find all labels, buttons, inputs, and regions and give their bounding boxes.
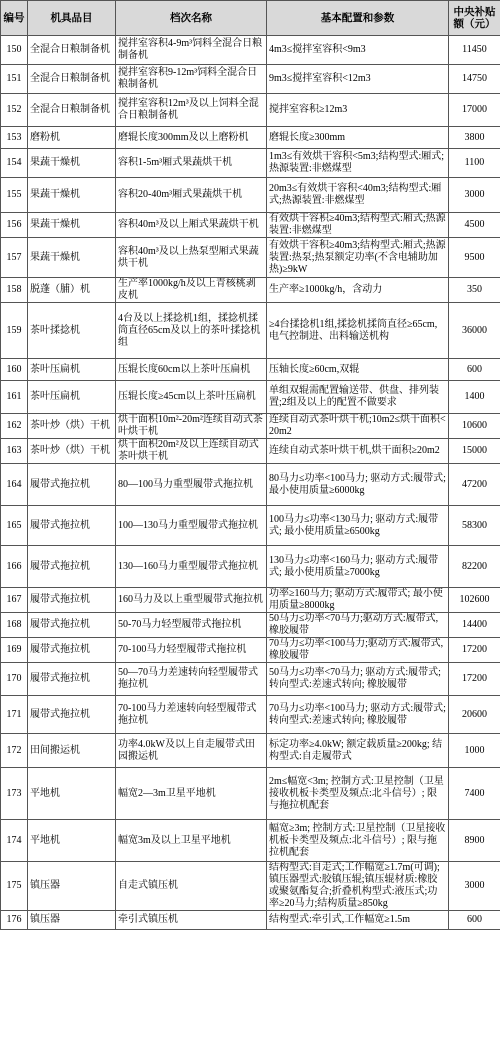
row-number: 156 [1,213,28,238]
row-spec: 20m3≤有效烘干容积<40m3;结构型式:厢式;热源装置:非燃煤型 [267,178,449,213]
row-item: 全混合日粮制备机 [28,94,116,127]
row-grade: 功率4.0kW及以上自走履带式田园搬运机 [116,734,267,768]
table-row [1,911,500,930]
row-grade: 70-100马力差速转向轻型履带式拖拉机 [116,696,267,734]
row-subsidy: 350 [449,278,500,303]
table-row [1,213,500,238]
table-row [1,696,500,734]
row-grade: 160马力及以上重型履带式拖拉机 [116,588,267,613]
row-subsidy: 600 [449,911,500,930]
row-spec: 连续自动式茶叶烘干机;10m2≤烘干面积<20m2 [267,414,449,439]
row-number: 172 [1,734,28,768]
row-spec: 70马力≤功率<100马力; 驱动方式:履带式; 转向型式:差速式转向; 橡胶履带 [267,696,449,734]
row-number: 164 [1,464,28,506]
row-item: 履带式拖拉机 [28,663,116,696]
row-item: 平地机 [28,768,116,820]
row-item: 平地机 [28,820,116,862]
row-grade: 容积40m³及以上厢式果蔬烘干机 [116,213,267,238]
row-item: 磨粉机 [28,127,116,149]
row-subsidy: 10600 [449,414,500,439]
table-row [1,546,500,588]
row-number: 155 [1,178,28,213]
table-row [1,65,500,94]
row-grade: 烘干面积10m²-20m²连续自动式茶叶烘干机 [116,414,267,439]
row-number: 159 [1,303,28,359]
row-item: 履带式拖拉机 [28,613,116,638]
row-item: 果蔬干燥机 [28,178,116,213]
row-number: 169 [1,638,28,663]
table-row [1,506,500,546]
table-row [1,303,500,359]
row-subsidy: 1400 [449,381,500,414]
row-spec: 结构型式:自走式;工作幅宽≥1.7m(可调);镇压器型式:胶镇压辊;镇压辊材质:橡胶或聚氨酯复合;折叠机构型式:液压式;功率≥20马力;结构质量≥850kg [267,862,449,911]
row-grade: 牵引式镇压机 [116,911,267,930]
table-row [1,663,500,696]
row-item: 全混合日粮制备机 [28,36,116,65]
table-row [1,820,500,862]
row-item: 履带式拖拉机 [28,506,116,546]
row-spec: 9m3≤搅拌室容积<12m3 [267,65,449,94]
row-item: 镇压器 [28,862,116,911]
table-row [1,127,500,149]
row-subsidy: 3800 [449,127,500,149]
row-grade: 70-100马力轻型履带式拖拉机 [116,638,267,663]
row-number: 153 [1,127,28,149]
row-number: 158 [1,278,28,303]
row-subsidy: 36000 [449,303,500,359]
row-subsidy: 3000 [449,178,500,213]
row-grade: 4台及以上揉捻机1组，揉捻机揉筒直径65cm及以上的茶叶揉捻机组 [116,303,267,359]
row-grade: 100—130马力重型履带式拖拉机 [116,506,267,546]
row-subsidy: 7400 [449,768,500,820]
row-number: 176 [1,911,28,930]
table-row [1,238,500,278]
row-grade: 容积20-40m³厢式果蔬烘干机 [116,178,267,213]
row-grade: 幅宽2—3m卫星平地机 [116,768,267,820]
table-row [1,638,500,663]
row-spec: 压轴长度≥60cm,双辊 [267,359,449,381]
row-grade: 烘干面积20m²及以上连续自动式茶叶烘干机 [116,439,267,464]
row-number: 161 [1,381,28,414]
table-row [1,734,500,768]
table-row [1,178,500,213]
row-spec: 搅拌室容积≥12m3 [267,94,449,127]
row-number: 160 [1,359,28,381]
row-spec: 100马力≤功率<130马力; 驱动方式:履带式; 最小使用质量≥6500kg [267,506,449,546]
row-subsidy: 8900 [449,820,500,862]
row-number: 163 [1,439,28,464]
row-number: 173 [1,768,28,820]
row-subsidy: 11450 [449,36,500,65]
row-spec: 生产率≥1000kg/h，含动力 [267,278,449,303]
row-subsidy: 14750 [449,65,500,94]
table-row [1,588,500,613]
row-grade: 搅拌室容积12m³及以上饲料全混合日粮制备机 [116,94,267,127]
row-subsidy: 3000 [449,862,500,911]
table-header-row [1,1,500,36]
row-number: 166 [1,546,28,588]
row-subsidy: 17000 [449,94,500,127]
row-subsidy: 17200 [449,663,500,696]
row-subsidy: 1000 [449,734,500,768]
row-subsidy: 58300 [449,506,500,546]
row-grade: 生产率1000kg/h及以上青核桃剥皮机 [116,278,267,303]
row-item: 茶叶压扁机 [28,359,116,381]
row-grade: 磨辊长度300mm及以上磨粉机 [116,127,267,149]
row-spec: 有效烘干容积≥40m3;结构型式:厢式;热源装置:热泵;热泵额定功率(不含电辅助加热)≥9kW [267,238,449,278]
row-item: 茶叶压扁机 [28,381,116,414]
row-grade: 搅拌室容积4-9m³饲料全混合日粮制备机 [116,36,267,65]
row-grade: 130—160马力重型履带式拖拉机 [116,546,267,588]
row-number: 175 [1,862,28,911]
table-row [1,149,500,178]
row-spec: 有效烘干容积≥40m3;结构型式:厢式;热源装置:非燃煤型 [267,213,449,238]
row-grade: 幅宽3m及以上卫星平地机 [116,820,267,862]
table-row [1,36,500,65]
row-number: 171 [1,696,28,734]
table-row [1,613,500,638]
row-grade: 50-70马力轻型履带式拖拉机 [116,613,267,638]
header-subsidy: 中央补贴额（元） [449,1,500,36]
row-spec: 标定功率≥4.0kW; 额定载质量≥200kg; 结构型式:自走履带式 [267,734,449,768]
row-item: 果蔬干燥机 [28,238,116,278]
row-grade: 压辊长度≥45cm以上茶叶压扁机 [116,381,267,414]
row-subsidy: 600 [449,359,500,381]
table-row [1,414,500,439]
row-number: 174 [1,820,28,862]
row-subsidy: 9500 [449,238,500,278]
row-spec: 单组双辊需配置输送带、供盘、排列装置;2组及以上的配置不做要求 [267,381,449,414]
row-number: 168 [1,613,28,638]
header-spec: 基本配置和参数 [267,1,449,36]
row-subsidy: 1100 [449,149,500,178]
row-number: 151 [1,65,28,94]
row-grade: 容积1-5m³厢式果蔬烘干机 [116,149,267,178]
row-subsidy: 15000 [449,439,500,464]
row-grade: 容积40m³及以上热泵型厢式果蔬烘干机 [116,238,267,278]
row-item: 田间搬运机 [28,734,116,768]
row-item: 果蔬干燥机 [28,213,116,238]
row-number: 157 [1,238,28,278]
row-spec: 磨辊长度≥300mm [267,127,449,149]
row-subsidy: 14400 [449,613,500,638]
row-spec: 2m≤幅宽<3m; 控制方式:卫星控制（卫星接收机板卡类型及频点:北斗信号）; 限与拖拉机配套 [267,768,449,820]
row-subsidy: 20600 [449,696,500,734]
row-number: 162 [1,414,28,439]
table-row [1,439,500,464]
row-item: 全混合日粮制备机 [28,65,116,94]
row-item: 镇压器 [28,911,116,930]
header-grade: 档次名称 [116,1,267,36]
header-item: 机具品目 [28,1,116,36]
row-item: 履带式拖拉机 [28,464,116,506]
row-spec: ≥4台揉捻机1组,揉捻机揉筒直径≥65cm,电气控制进、出料输送机构 [267,303,449,359]
row-item: 脱蓬（脯）机 [28,278,116,303]
row-item: 履带式拖拉机 [28,588,116,613]
table-row [1,862,500,911]
row-number: 154 [1,149,28,178]
table-row [1,278,500,303]
row-item: 果蔬干燥机 [28,149,116,178]
row-spec: 70马力≤功率<100马力;驱动方式:履带式,橡胶履带 [267,638,449,663]
row-spec: 130马力≤功率<160马力; 驱动方式:履带式; 最小使用质量≥7000kg [267,546,449,588]
row-item: 履带式拖拉机 [28,638,116,663]
row-number: 150 [1,36,28,65]
row-item: 茶叶揉捻机 [28,303,116,359]
row-subsidy: 47200 [449,464,500,506]
row-spec: 幅宽≥3m; 控制方式:卫星控制（卫星接收机板卡类型及频点:北斗信号）; 限与拖拉机配套 [267,820,449,862]
table-row [1,381,500,414]
table-row [1,768,500,820]
row-subsidy: 4500 [449,213,500,238]
row-item: 茶叶炒（烘）干机 [28,414,116,439]
table-row [1,464,500,506]
row-item: 履带式拖拉机 [28,696,116,734]
table-row [1,359,500,381]
row-spec: 结构型式:牵引式,工作幅宽≥1.5m [267,911,449,930]
row-subsidy: 82200 [449,546,500,588]
row-spec: 连续自动式茶叶烘干机,烘干面积≥20m2 [267,439,449,464]
row-number: 152 [1,94,28,127]
row-grade: 50—70马力差速转向轻型履带式拖拉机 [116,663,267,696]
row-subsidy: 17200 [449,638,500,663]
row-number: 167 [1,588,28,613]
row-number: 170 [1,663,28,696]
row-number: 165 [1,506,28,546]
row-grade: 自走式镇压机 [116,862,267,911]
row-spec: 50马力≤功率<70马力;驱动方式:履带式,橡胶履带 [267,613,449,638]
row-grade: 搅拌室容积9-12m³饲料全混合日粮制备机 [116,65,267,94]
row-spec: 80马力≤功率<100马力; 驱动方式:履带式; 最小使用质量≥6000kg [267,464,449,506]
header-no: 编号 [1,1,28,36]
row-item: 茶叶炒（烘）干机 [28,439,116,464]
row-spec: 4m3≤搅拌室容积<9m3 [267,36,449,65]
row-spec: 50马力≤功率<70马力; 驱动方式:履带式; 转向型式:差速式转向; 橡胶履带 [267,663,449,696]
row-spec: 1m3≤有效烘干容积<5m3;结构型式:厢式;热源装置:非燃煤型 [267,149,449,178]
row-grade: 压辊长度60cm以上茶叶压扁机 [116,359,267,381]
row-item: 履带式拖拉机 [28,546,116,588]
table-row [1,94,500,127]
row-spec: 功率≥160马力; 驱动方式:履带式; 最小使用质量≥8000kg [267,588,449,613]
row-subsidy: 102600 [449,588,500,613]
row-grade: 80—100马力重型履带式拖拉机 [116,464,267,506]
